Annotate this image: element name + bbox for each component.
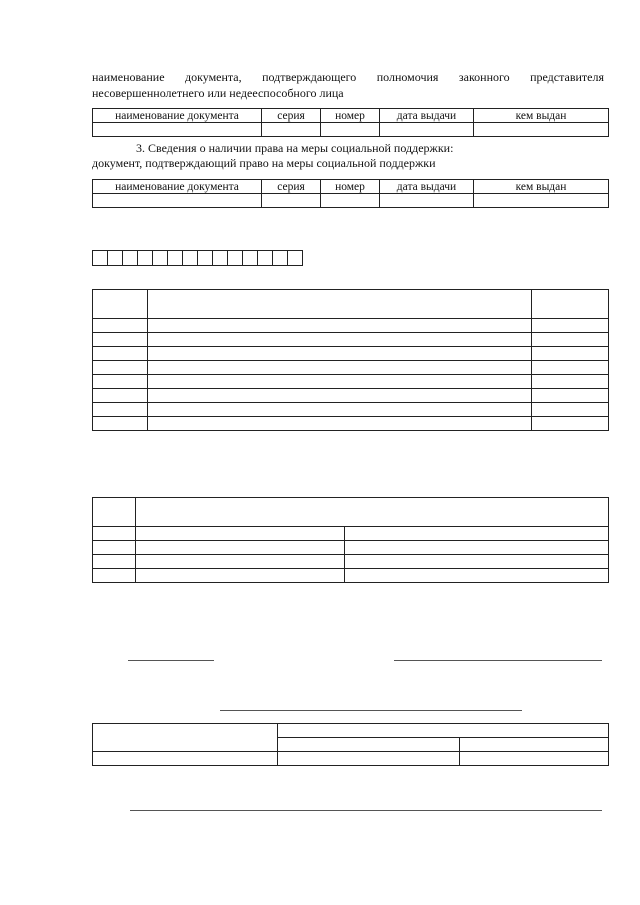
col-value bbox=[532, 290, 609, 319]
row-label bbox=[136, 527, 345, 541]
row-number bbox=[93, 417, 148, 431]
row-value[interactable] bbox=[532, 347, 609, 361]
row-number bbox=[93, 347, 148, 361]
cell-registration-number[interactable] bbox=[93, 752, 278, 766]
row-label bbox=[148, 333, 532, 347]
row-label bbox=[148, 403, 532, 417]
snils-digit[interactable] bbox=[93, 251, 108, 266]
snils-digit[interactable] bbox=[273, 251, 288, 266]
row-value[interactable] bbox=[532, 319, 609, 333]
cell-doc-name[interactable] bbox=[93, 123, 262, 137]
intro-text: наименование документа, подтверждающего полномочия законного представителя несовершеннолетнего или недееспособного лица bbox=[92, 70, 604, 100]
cut-line bbox=[130, 810, 602, 811]
col-issued-by: кем выдан bbox=[474, 109, 609, 123]
snils-dash bbox=[138, 251, 153, 266]
row-value[interactable] bbox=[345, 569, 609, 583]
col-acceptance-date bbox=[278, 738, 460, 752]
col-specialist-signature bbox=[460, 738, 609, 752]
col-item bbox=[148, 290, 532, 319]
row-label bbox=[148, 417, 532, 431]
cell-issue-date[interactable] bbox=[380, 123, 474, 137]
row-number bbox=[93, 319, 148, 333]
snils-digit[interactable] bbox=[288, 251, 303, 266]
cell-specialist-signature[interactable] bbox=[460, 752, 609, 766]
row-number bbox=[93, 403, 148, 417]
row-number bbox=[93, 569, 136, 583]
row-label bbox=[148, 319, 532, 333]
col-doc-name: наименование документа bbox=[93, 180, 262, 194]
row-label bbox=[136, 569, 345, 583]
snils-digit[interactable] bbox=[123, 251, 138, 266]
row-label bbox=[136, 555, 345, 569]
col-series: серия bbox=[262, 109, 321, 123]
row-value[interactable] bbox=[345, 541, 609, 555]
col-doc-name: наименование документа bbox=[93, 109, 262, 123]
col-number bbox=[93, 290, 148, 319]
col-number bbox=[93, 498, 136, 527]
row-value[interactable] bbox=[532, 375, 609, 389]
snils-digit[interactable] bbox=[108, 251, 123, 266]
row-value[interactable] bbox=[532, 417, 609, 431]
row-number bbox=[93, 555, 136, 569]
signature-line[interactable] bbox=[394, 660, 602, 661]
row-value[interactable] bbox=[345, 527, 609, 541]
date-line[interactable] bbox=[128, 660, 214, 661]
col-issue-date: дата выдачи bbox=[380, 180, 474, 194]
doc-table-1 bbox=[92, 108, 609, 137]
row-number bbox=[93, 361, 148, 375]
ownership-table bbox=[92, 497, 609, 583]
snils-digit[interactable] bbox=[228, 251, 243, 266]
col-issued-by: кем выдан bbox=[474, 180, 609, 194]
row-number bbox=[93, 333, 148, 347]
cell-issued-by[interactable] bbox=[474, 123, 609, 137]
col-series: серия bbox=[262, 180, 321, 194]
snils-dash bbox=[198, 251, 213, 266]
col-accepted bbox=[278, 724, 609, 738]
row-label bbox=[148, 361, 532, 375]
cell-issued-by[interactable] bbox=[474, 194, 609, 208]
row-value[interactable] bbox=[532, 403, 609, 417]
col-header bbox=[136, 498, 609, 527]
col-issue-date: дата выдачи bbox=[380, 109, 474, 123]
cell-series[interactable] bbox=[262, 194, 321, 208]
col-registration-number bbox=[93, 724, 278, 752]
cell-doc-name[interactable] bbox=[93, 194, 262, 208]
row-value[interactable] bbox=[532, 361, 609, 375]
row-label bbox=[136, 541, 345, 555]
snils-digit[interactable] bbox=[168, 251, 183, 266]
snils-dash bbox=[258, 251, 273, 266]
row-number bbox=[93, 527, 136, 541]
snils-row bbox=[93, 251, 303, 266]
cell-number[interactable] bbox=[321, 194, 380, 208]
doc-table-2 bbox=[92, 179, 609, 208]
row-label bbox=[148, 375, 532, 389]
snils-grid bbox=[92, 250, 303, 266]
snils-digit[interactable] bbox=[243, 251, 258, 266]
row-number bbox=[93, 541, 136, 555]
row-number bbox=[93, 375, 148, 389]
section3-subline: документ, подтверждающий право на меры социальной поддержки bbox=[92, 156, 436, 170]
snils-digit[interactable] bbox=[183, 251, 198, 266]
row-label bbox=[148, 389, 532, 403]
cell-issue-date[interactable] bbox=[380, 194, 474, 208]
row-number bbox=[93, 389, 148, 403]
cell-series[interactable] bbox=[262, 123, 321, 137]
row-label bbox=[148, 347, 532, 361]
row-value[interactable] bbox=[345, 555, 609, 569]
col-number: номер bbox=[321, 109, 380, 123]
housing-table bbox=[92, 289, 609, 431]
applicant-line[interactable] bbox=[220, 710, 522, 711]
section3-heading: 3. Сведения о наличии права на меры социальной поддержки: bbox=[136, 141, 454, 155]
receipt-table bbox=[92, 723, 609, 766]
snils-digit[interactable] bbox=[213, 251, 228, 266]
snils-digit[interactable] bbox=[153, 251, 168, 266]
cell-number[interactable] bbox=[321, 123, 380, 137]
col-number: номер bbox=[321, 180, 380, 194]
row-value[interactable] bbox=[532, 333, 609, 347]
row-value[interactable] bbox=[532, 389, 609, 403]
cell-acceptance-date[interactable] bbox=[278, 752, 460, 766]
